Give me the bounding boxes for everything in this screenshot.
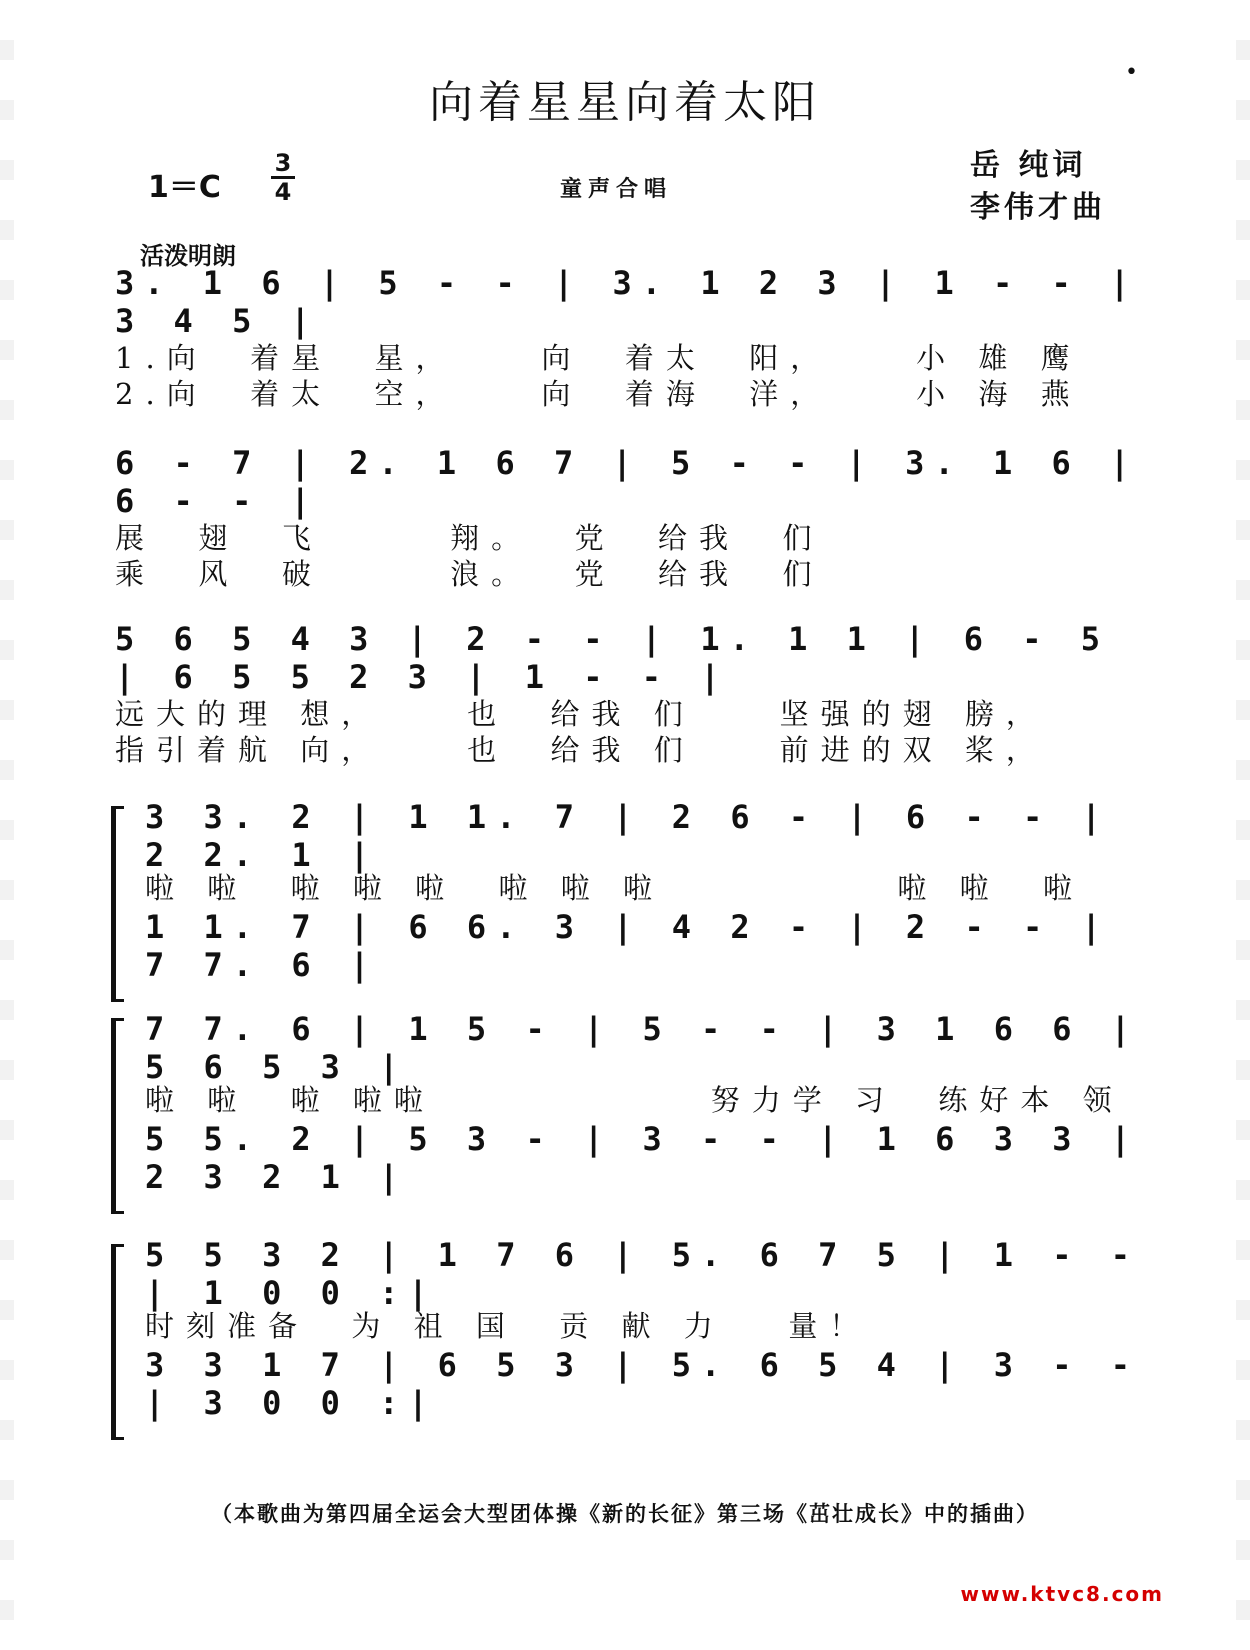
tempo-marking: 活泼明朗: [140, 242, 236, 270]
right-margin-strip: [1236, 0, 1250, 1650]
system-brace: [111, 1018, 124, 1214]
lower-part-notes: 5 5. 2 | 5 3 - | 3 - - | 1 6 3 3 | 2 3 2 1 |: [145, 1120, 1141, 1196]
part-lyric: 啦 啦 啦 啦 啦 啦 啦 啦 啦 啦 啦: [145, 871, 1085, 905]
melody-notes: 3. 1 6 | 5 - - | 3. 1 2 3 | 1 - - | 3 4 5 |: [115, 264, 1140, 340]
time-top: 3: [274, 149, 292, 177]
footnote: （本歌曲为第四届全运会大型团体操《新的长征》第三场《茁壮成长》中的插曲）: [211, 1502, 1039, 1526]
watermark-link[interactable]: www.ktvc8.com: [960, 1582, 1164, 1606]
system-brace: [111, 1244, 124, 1440]
lyric-verse-2: 2.向 着太 空， 向 着海 洋， 小 海 燕: [115, 377, 1082, 411]
left-margin-strip: [0, 0, 14, 1650]
time-signature: [268, 150, 298, 205]
time-bottom: 4: [274, 178, 292, 206]
part-lyric: 啦 啦 啦 啦啦 努力学 习 练好本 领: [145, 1083, 1124, 1117]
lyric-verse-2: 乘 风 破 浪。 党 给我 们: [115, 557, 824, 591]
melody-notes: 5 6 5 4 3 | 2 - - | 1. 1 1 | 6 - 5 | 6 5 5 2 3 | 1 - - |: [115, 620, 1111, 696]
stray-mark: •: [1125, 60, 1138, 85]
upper-part-notes: 7 7. 6 | 1 5 - | 5 - - | 3 1 6 6 | 5 6 5 3 |: [145, 1010, 1141, 1086]
upper-part-notes: 3 3. 2 | 1 1. 7 | 2 6 - | 6 - - | 2 2. 1 |: [145, 798, 1111, 874]
melody-notes: 6 - 7 | 2. 1 6 7 | 5 - - | 3. 1 6 | 6 - - |: [115, 444, 1140, 520]
lower-part-notes: 3 3 1 7 | 6 5 3 | 5. 6 5 4 | 3 - - | 3 0 0 :|: [145, 1346, 1141, 1422]
lyric-verse-2: 指引着航 向， 也 给我 们 前进的双 桨，: [115, 733, 1047, 767]
system-brace: [111, 806, 124, 1002]
lower-part-notes: 1 1. 7 | 6 6. 3 | 4 2 - | 2 - - | 7 7. 6 |: [145, 908, 1111, 984]
lyric-verse-1: 1.向 着星 星， 向 着太 阳， 小 雄 鹰: [115, 341, 1082, 375]
lyric-verse-1: 展 翅 飞 翔。 党 给我 们: [115, 521, 824, 555]
lyricist-credit: 岳 纯词: [970, 148, 1087, 183]
key-signature: 1＝C: [148, 170, 221, 205]
performance-form: 童声合唱: [560, 177, 673, 202]
upper-part-notes: 5 5 3 2 | 1 7 6 | 5. 6 7 5 | 1 - - | 1 0 0 :|: [145, 1236, 1141, 1312]
song-title: 向着星星向着太阳: [429, 77, 821, 128]
composer-credit: 李伟才曲: [970, 190, 1106, 225]
lyric-verse-1: 远大的理 想， 也 给我 们 坚强的翅 膀，: [115, 697, 1047, 731]
part-lyric: 时刻准备 为 祖 国 贡 献 力 量！: [145, 1309, 871, 1343]
